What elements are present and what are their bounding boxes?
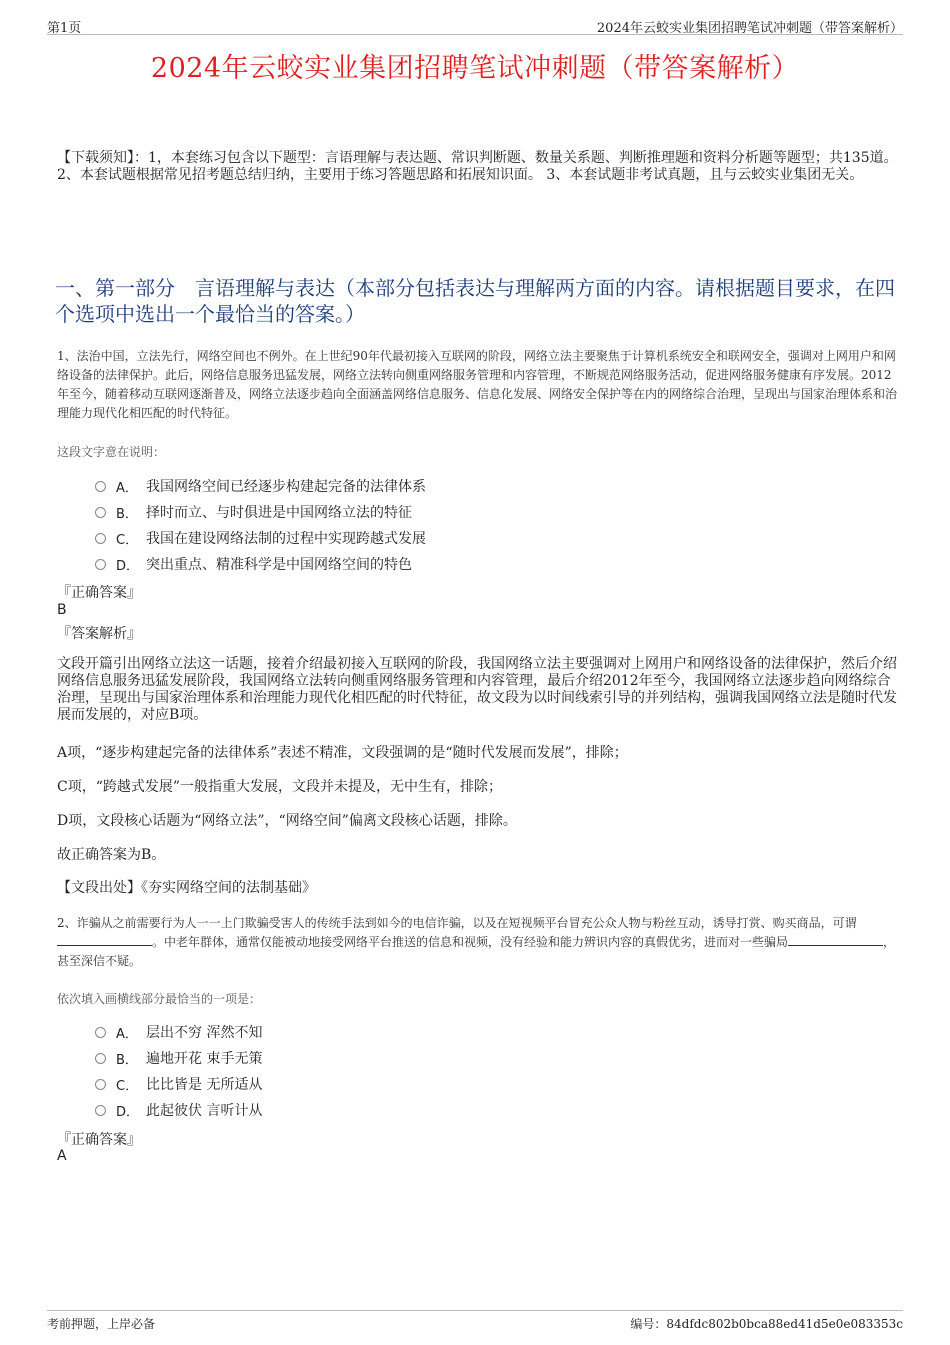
radio-icon[interactable] xyxy=(95,481,106,492)
q2-text-part-2: 。中老年群体，通常仅能被动地接受网络平台推送的信息和视频，没有经验和能力辨识内容的真假优劣，进而对一些骗局 xyxy=(152,935,789,949)
footer-slogan: 考前押题，上岸必备 xyxy=(47,1317,156,1331)
radio-icon[interactable] xyxy=(95,1079,106,1090)
fill-blank-1[interactable] xyxy=(57,933,152,946)
option-text: 遍地开花 束手无策 xyxy=(146,1051,263,1067)
option-letter: A． xyxy=(116,1026,138,1042)
option-letter: C． xyxy=(116,1078,139,1094)
question-2-prompt: 依次填入画横线部分最恰当的一项是： xyxy=(57,992,262,1006)
q1-option-a-note: A项，“逐步构建起完备的法律体系”表述不精准，文段强调的是“随时代发展而发展”，排除； xyxy=(57,745,628,761)
option-letter: C． xyxy=(116,532,139,548)
q2-text-part-1: 2、诈骗从之前需要行为人一一上门欺骗受害人的传统手法到如今的电信诈骗，以及在短视频平台冒充公众人物与粉丝互动，诱导打赏、购买商品，可谓 xyxy=(57,916,857,930)
section-heading: 一、第一部分 言语理解与表达（本部分包括表达与理解两方面的内容。请根据题目要求，在四个选项中选出一个最恰当的答案。） xyxy=(55,276,895,326)
option-text: 择时而立、与时俱进是中国网络立法的特征 xyxy=(146,505,412,521)
q1-option-c[interactable] xyxy=(95,528,426,548)
q1-option-b[interactable] xyxy=(95,502,412,522)
q1-option-c-note: C项，“跨越式发展”一般指重大发展，文段并未提及，无中生有，排除； xyxy=(57,779,503,795)
radio-icon[interactable] xyxy=(95,559,106,570)
header-doc-title: 2024年云蛟实业集团招聘笔试冲刺题（带答案解析） xyxy=(596,21,903,36)
option-text: 我国网络空间已经逐步构建起完备的法律体系 xyxy=(146,479,426,495)
q2-answer: A xyxy=(57,1148,67,1164)
question-1-text: 1、法治中国，立法先行，网络空间也不例外。在上世纪90年代最初接入互联网的阶段，网络立法主要聚焦于计算机系统安全和联网安全，强调对上网用户和网络设备的法律保护。此后，网络信息服务迅猛发展，网络立法转向侧重网络服务管理和内容管理，不断规范网络服务活动，促进网络服务健康有序发展。2012年至今，随着移动互联网逐渐普及，网络立法逐步趋向全面涵盖网络信息服务、信息化发展、网络安全保护等在内的网络综合治理，呈现出与国家治理体系和治理能力现代化相匹配的时代特征。 xyxy=(57,349,898,420)
q2-option-c[interactable] xyxy=(95,1074,262,1094)
option-letter: D． xyxy=(116,1104,140,1120)
q1-analysis: 文段开篇引出网络立法这一话题，接着介绍最初接入互联网的阶段，我国网络立法主要强调对上网用户和网络设备的法律保护，然后介绍网络信息服务迅猛发展阶段，我国网络立法转向侧重网络服务管理和内容管理，最后介绍2012年至今，我国网络立法逐步趋向网络综合治理，呈现出与国家治理体系和治理能力现代化相匹配的时代特征，故文段为以时间线索引导的并列结构，强调我国网络立法是随时代发展而发展的，对应B项。 xyxy=(57,656,897,723)
option-letter: A． xyxy=(116,480,138,496)
option-letter: D． xyxy=(116,558,140,574)
header-divider xyxy=(47,34,903,35)
radio-icon[interactable] xyxy=(95,507,106,518)
option-text: 此起彼伏 言听计从 xyxy=(146,1103,263,1119)
q1-analysis-label: 『答案解析』 xyxy=(57,626,141,642)
q1-answer-label: 『正确答案』 xyxy=(57,585,141,601)
footer-divider xyxy=(47,1310,903,1311)
option-text: 我国在建设网络法制的过程中实现跨越式发展 xyxy=(146,531,426,547)
download-notice: 【下载须知】：1，本套练习包含以下题型：言语理解与表达题、常识判断题、数量关系题、判断推理题和资料分析题等题型；共135道。 2、本套试题根据常见招考题总结归纳，主要用于练习答题思路和拓展知识面。 3、本套试题非考试真题，且与云蛟实业集团无关。 xyxy=(57,150,898,183)
option-text: 突出重点、精准科学是中国网络空间的特色 xyxy=(146,557,412,573)
radio-icon[interactable] xyxy=(95,1027,106,1038)
question-2-text xyxy=(57,914,897,971)
q2-answer-label: 『正确答案』 xyxy=(57,1132,141,1148)
q1-option-a[interactable] xyxy=(95,476,426,496)
option-text: 层出不穷 浑然不知 xyxy=(146,1025,263,1041)
fill-blank-2[interactable] xyxy=(788,933,883,946)
q1-option-d-note: D项，文段核心话题为“网络立法”，“网络空间”偏离文段核心话题，排除。 xyxy=(57,813,517,829)
radio-icon[interactable] xyxy=(95,533,106,544)
q2-option-d[interactable] xyxy=(95,1100,262,1120)
radio-icon[interactable] xyxy=(95,1053,106,1064)
q2-option-a[interactable] xyxy=(95,1022,262,1042)
q2-option-b[interactable] xyxy=(95,1048,262,1068)
footer-serial-number: 编号：84dfdc802b0bca88ed41d5e0e083353c xyxy=(630,1317,903,1331)
page-number: 第1页 xyxy=(47,21,82,36)
q1-answer: B xyxy=(57,602,67,618)
q2-text-part-3: ，甚至深信不疑。 xyxy=(57,935,896,968)
option-letter: B． xyxy=(116,506,138,522)
q1-source: 【文段出处】《夯实网络空间的法制基础》 xyxy=(57,880,316,896)
q1-conclusion: 故正确答案为B。 xyxy=(57,847,166,863)
question-1-prompt: 这段文字意在说明： xyxy=(57,445,166,459)
option-text: 比比皆是 无所适从 xyxy=(146,1077,263,1093)
page-title: 2024年云蛟实业集团招聘笔试冲刺题（带答案解析） xyxy=(150,53,800,84)
radio-icon[interactable] xyxy=(95,1105,106,1116)
q1-option-d[interactable] xyxy=(95,554,412,574)
option-letter: B． xyxy=(116,1052,138,1068)
